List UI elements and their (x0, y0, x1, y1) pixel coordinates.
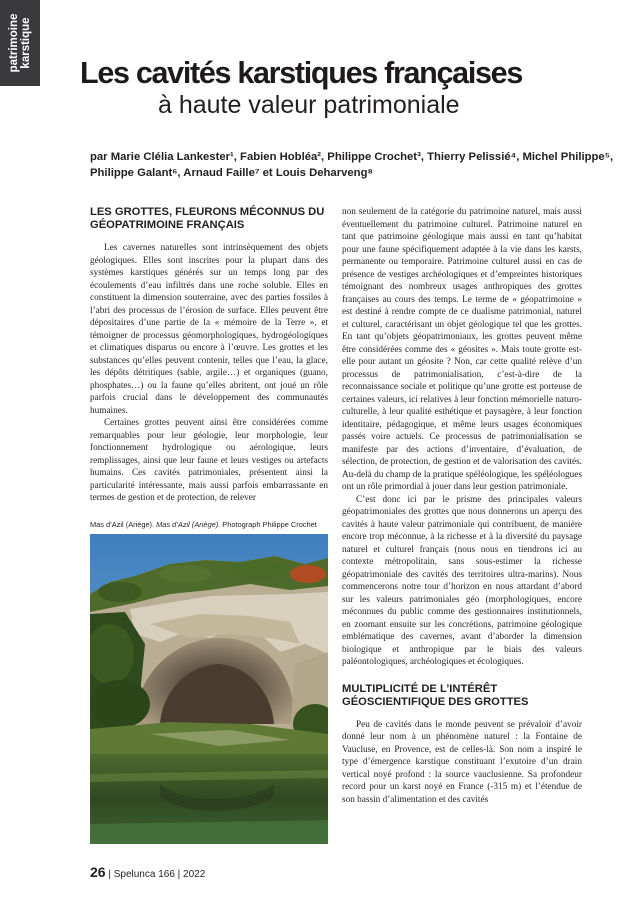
right-column-paragraph: C’est donc ici par le prisme des principales valeurs géopatrimoniales des grottes que nous donnerons un aperçu des cavités à haute valeur patrimoniale qui contribuent, de manière encore trop méconnue, à la richesse et à la diversité du paysage naturel et culturel français (nous nous en tiendrons ici au contexte métropolitain, sans sous-estimer la richesse géopatrimoniale des cavités des territoires ultra-marins). Nous commencerons notre tour d’horizon en nous attardant d’abord sur les valeurs patrimoniales géo (morphologiques, encore méconnues du public comme des gestionnaires institutionnels, en zoomant ensuite sur les concrétions, patrimoine géologique emblématique des cavernes, avant d’aborder la dimension biologique et anthropique par le biais des valeurs paléontologiques, archéologiques et écologiques. (342, 494, 582, 667)
photo-caption (90, 520, 330, 530)
left-column (90, 206, 328, 505)
right-column-paragraph: non seulement de la catégorie du patrimoine naturel, mais aussi éventuellement du patrimoine culturel. Patrimoine naturel en tant que patrimoine géologique mais aussi en tant qu’habitat pour une faune spécifiquement adaptée à la vie dans les karsts, permanente ou temporaire. Patrimoine culturel aussi en cas de présence de vestiges archéologiques et d’empreintes historiques témoignant des nombreux usages anthropiques des grottes françaises au cours des temps. Le terme de « géopatrimoine » est destiné à rendre compte de ce dualisme patrimonial, naturel et culturel, caractérisant un objet géologique tel que les grottes. En tant qu’objets géopatrimoniaux, les grottes peuvent même être considérées comme des « géosites ». Mais toute grotte est-elle pour autant un géosite ? Non, car cette qualité relève d’un processus de patrimonialisation, c’est-à-dire de la reconnaissance sociale et politique qu’une grotte est porteuse de certaines valeurs, ici relatives à leur fonction mémorielle naturo-culturelle, à leur qualité esthétique et paysagère, à leur fonction identitaire, pédagogique, et même leurs usages économiques passés voire actuels. Ce processus de patrimonialisation se manifeste par des actions d’inventaire, d’évaluation, de sélection, de protection, de gestion et de valorisation des cavités. Au-delà du champ de la pratique spéléologique, les spéléologues ont un rôle primordial à jouer dans leur gestion patrimoniale. (342, 207, 582, 492)
section1-paragraph: Les cavernes naturelles sont intrinsèquement des objets géologiques. Elles sont inscrites pour la plupart dans des systèmes karstiques générés sur un temps long par des écoulements d’eau infiltrés dans une roche soluble. Elles en constituent la dimension souterraine, avec des parties fossiles à l’abri des processus de l’érosion de surface. Elles peuvent être dépositaires d’une partie de la « mémoire de la Terre », et témoigner de processus géomorphologiques, hydrogéologiques et climatiques disparus ou encore à l’œuvre. Les grottes et les substances qu’elles peuvent contenir, telles que l’eau, la glace, les dépôts détritiques (sable, argile…) et organiques (guano, phosphates…) ou la faune qu’elles abritent, ont joué un rôle parfois crucial dans le développement des communautés humaines. (90, 243, 328, 416)
right-column (342, 206, 582, 806)
section1-paragraph: Certaines grottes peuvent ainsi être considérées comme remarquables pour leur géologie, leur morphologie, leur fonctionnement hydrologique ou aérologique, leurs remplissages, ainsi que leur faune et leurs vestiges ou artefacts humains. Ces cavités patrimoniales, présentent ainsi la particularité intéressante, mais aussi parfois embarrassante en termes de gestion et de protection, de relever (90, 418, 328, 503)
article-title: Les cavités karstiques françaises (80, 56, 523, 90)
section-tab-line2: karstique (20, 17, 32, 69)
section1-heading: LES GROTTES, FLEURONS MÉCONNUS DU GÉOPATRIMOINE FRANÇAIS (90, 206, 325, 231)
section2-paragraph: Peu de cavités dans le monde peuvent se prévaloir d’avoir donné leur nom à un phénomène naturel : la Fontaine de Vaucluse, en Provence, est de celles-là. Son nom a inspiré le type d’émergence karstique constituant l’exutoire d’un drain vertical noyé profond : la source vauclusienne. Sa profondeur record pour un karst noyé en France (-315 m) et l’étendue de son bassin d’alimentation et des cavités (342, 719, 582, 805)
section-tab (0, 0, 40, 86)
caption-place-italic: Mas d’Azil (Ariège). (156, 520, 221, 529)
landscape-photo-icon (90, 534, 328, 844)
caption-credit: Photograph Philippe Crochet (222, 520, 317, 529)
cave-photo (90, 534, 328, 844)
article-subtitle: à haute valeur patrimoniale (158, 91, 460, 119)
journal-issue: | Spelunca 166 | 2022 (108, 869, 206, 880)
page-number: 26 (90, 864, 106, 880)
section2-heading: MULTIPLICITÉ DE L’INTÉRÊT GÉOSCIENTIFIQUE DES GROTTES (342, 682, 529, 708)
caption-place: Mas d’Azil (Ariège). (90, 520, 155, 529)
article-authors: par Marie Clélia Lankester¹, Fabien Hobléa², Philippe Crochet³, Thierry Pelissié⁴, Michel Philippe⁵, Philippe Galant⁶, Arnaud Faille⁷ et Louis Deharveng⁸ (90, 151, 614, 179)
section-tab-line1: patrimoine (8, 13, 20, 73)
page-footer (90, 864, 205, 880)
